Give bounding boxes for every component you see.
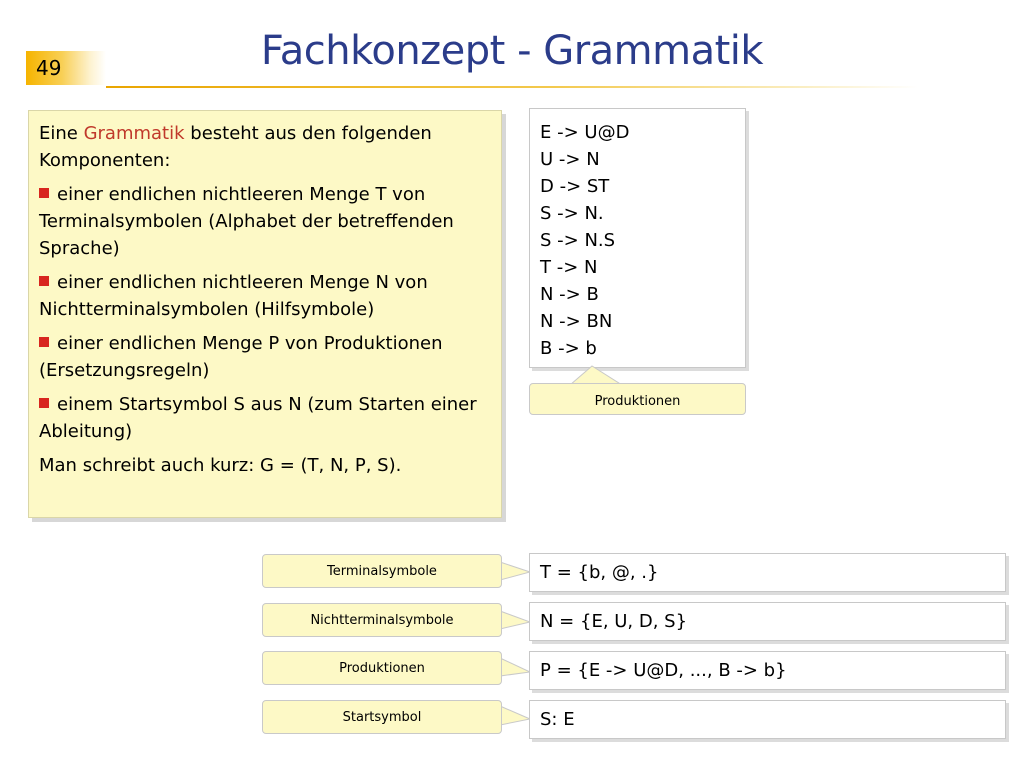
production-rule: B -> b [540, 338, 597, 359]
page-title: Fachkonzept - Grammatik [260, 28, 764, 74]
value-productions: P = {E -> U@D, ..., B -> b} [529, 651, 1006, 690]
production-rule: S -> N.S [540, 230, 616, 251]
production-rule: N -> B [540, 284, 599, 305]
intro-text-rest: besteht aus den folgenden Komponenten: [39, 123, 432, 171]
production-rule: U -> N [540, 149, 600, 170]
highlight-term: Grammatik [83, 123, 185, 144]
callout-pointer-nonterminal [500, 611, 530, 629]
production-rule: S -> N. [540, 203, 604, 224]
rules-callout: Produktionen [529, 383, 746, 415]
label-nonterminal: Nichtterminalsymbole [262, 603, 502, 637]
slide-number: 49 [26, 51, 106, 85]
bullet-text: einem Startsymbol S aus N (zum Starten einer Ableitung) [39, 394, 477, 442]
definition-summary: Man schreibt auch kurz: G = (T, N, P, S). [39, 455, 402, 476]
callout-pointer-terminal [500, 562, 530, 580]
bullet-text: einer endlichen nichtleeren Menge T von Terminalsymbolen (Alphabet der betreffenden Sprache) [39, 184, 454, 259]
production-rule: E -> U@D [540, 122, 630, 143]
label-productions: Produktionen [262, 651, 502, 685]
production-rule: N -> BN [540, 311, 613, 332]
callout-pointer-productions [500, 658, 530, 676]
value-nonterminal: N = {E, U, D, S} [529, 602, 1006, 641]
intro-text: Eine [39, 123, 84, 144]
label-start-symbol: Startsymbol [262, 700, 502, 734]
bullet-text: einer endlichen nichtleeren Menge N von Nichtterminalsymbolen (Hilfsymbole) [39, 272, 428, 320]
value-start-symbol: S: E [529, 700, 1006, 739]
production-rule: D -> ST [540, 176, 610, 197]
value-terminal: T = {b, @, .} [529, 553, 1006, 592]
label-terminal: Terminalsymbole [262, 554, 502, 588]
bullet-text: einer endlichen Menge P von Produktionen (Ersetzungsregeln) [39, 333, 443, 381]
production-rule: T -> N [540, 257, 598, 278]
callout-pointer-start [500, 706, 530, 725]
